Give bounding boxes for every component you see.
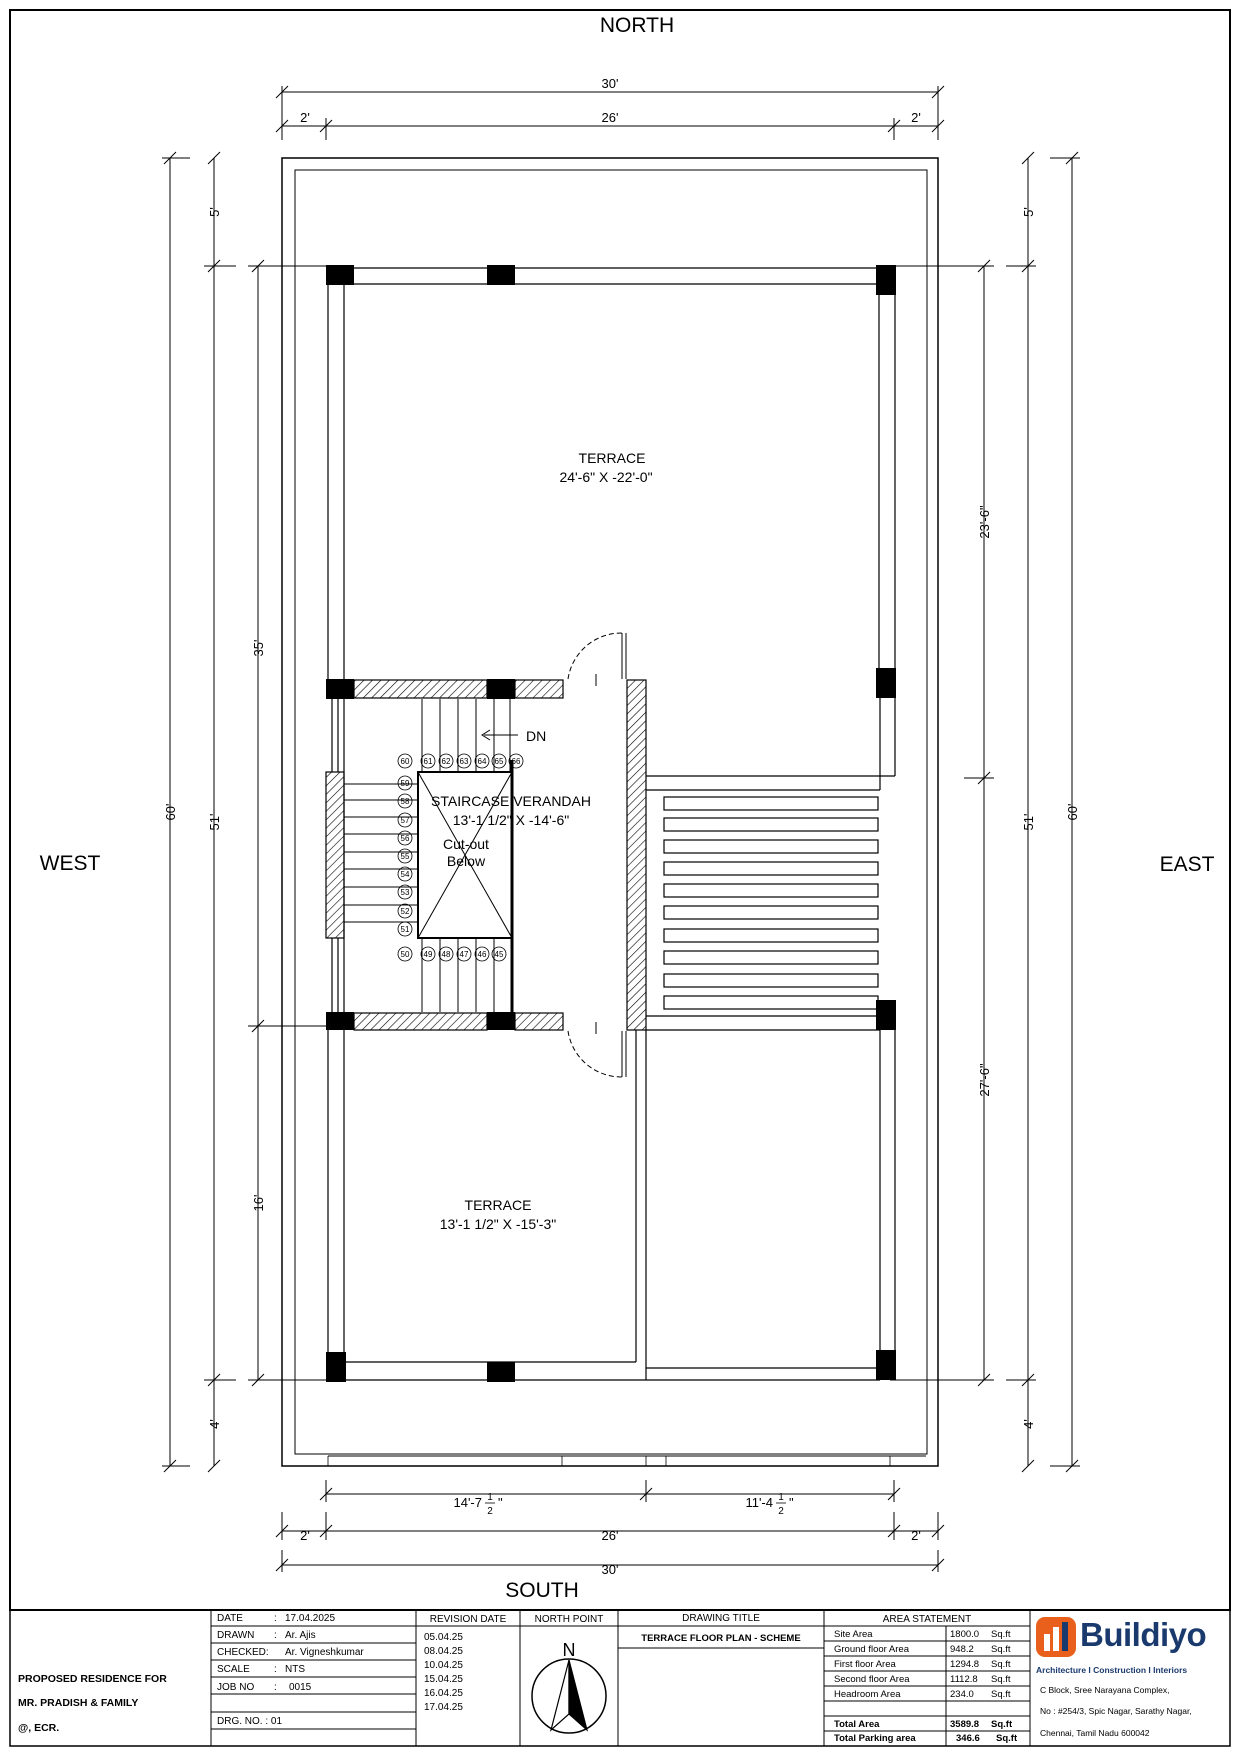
area-row-unit: Sq.ft (991, 1629, 1011, 1640)
scale-label: SCALE (217, 1664, 250, 1675)
svg-text:45: 45 (494, 950, 504, 959)
project-location: @, ECR. (18, 1722, 60, 1734)
address-line-2: No : #254/3, Spic Nagar, Sarathy Nagar, (1040, 1706, 1192, 1716)
svg-text:55: 55 (400, 852, 410, 861)
area-row-value: 3589.8 (950, 1719, 980, 1730)
address-line-3: Chennai, Tamil Nadu 600042 (1040, 1728, 1150, 1738)
staircase-doors (568, 633, 626, 1077)
scale-colon: : (274, 1664, 277, 1675)
area-row-unit: Sq.ft (991, 1674, 1011, 1685)
left-top-dim: 5' (207, 207, 222, 217)
svg-text:53: 53 (400, 888, 410, 897)
svg-text:60: 60 (400, 757, 410, 766)
verandah-size: 13'-1 1/2" X -14'-6" (452, 812, 570, 828)
buildiyo-logo-icon (1036, 1617, 1076, 1657)
bottom-mid-dim: 26' (601, 1528, 619, 1543)
cutout-label: Cut-out (443, 836, 489, 852)
area-row-value: 1112.8 (950, 1674, 978, 1685)
svg-text:65: 65 (494, 757, 504, 766)
checked-label: CHECKED: (217, 1647, 269, 1658)
area-row-value: 346.6 (956, 1733, 980, 1744)
revision-date-3: 10.04.25 (424, 1660, 463, 1671)
right-mid-dim: 51' (1021, 813, 1036, 831)
area-row-unit: Sq.ft (991, 1689, 1011, 1700)
area-row-unit: Sq.ft (991, 1644, 1011, 1655)
bottom-left-frac-num: 1 (487, 1492, 493, 1503)
right-bottom-dim: 4' (1021, 1419, 1036, 1429)
svg-text:54: 54 (400, 870, 410, 879)
top-right-dim: 2' (911, 110, 921, 125)
area-row-value: 1800.0 (950, 1629, 980, 1640)
area-row-unit: Sq.ft (996, 1733, 1018, 1744)
svg-text:46: 46 (477, 950, 487, 959)
north-label: NORTH (599, 14, 675, 37)
area-row-label: Total Area (834, 1719, 880, 1730)
area-row-label: Site Area (834, 1629, 873, 1640)
svg-text:56: 56 (400, 834, 410, 843)
left-dimension-lines (162, 152, 326, 1472)
revision-date-4: 15.04.25 (424, 1674, 463, 1685)
date-value: 17.04.2025 (285, 1613, 336, 1624)
svg-text:": " (498, 1495, 503, 1510)
left-upper-dim: 35' (251, 639, 266, 657)
date-label: DATE (217, 1613, 243, 1624)
north-point-compass (532, 1659, 606, 1733)
job-number-colon: : (274, 1682, 277, 1693)
staircase-steps (344, 699, 518, 1012)
bottom-left-part-dim: 14'-7 (453, 1495, 482, 1510)
svg-text:61: 61 (423, 757, 433, 766)
job-number-value: 0015 (289, 1682, 312, 1693)
area-row-value: 234.0 (950, 1689, 974, 1700)
bottom-right-frac-den: 2 (778, 1506, 784, 1517)
top-left-dim: 2' (300, 110, 310, 125)
drawn-value: Ar. Ajis (285, 1630, 316, 1641)
terrace-top-size: 24'-6" X -22'-0" (559, 469, 653, 485)
revision-date-2: 08.04.25 (424, 1646, 463, 1657)
bottom-total-dim: 30' (601, 1562, 619, 1577)
right-upper-dim: 23'-6" (977, 505, 992, 539)
svg-text:59: 59 (400, 779, 410, 788)
svg-text:50: 50 (400, 950, 410, 959)
svg-text:48: 48 (441, 950, 451, 959)
area-row-value: 948.2 (950, 1644, 974, 1655)
north-point-header: NORTH POINT (534, 1614, 604, 1625)
boundary-gate-marks (328, 1456, 890, 1466)
north-point-letter: N (562, 1640, 576, 1660)
svg-text:47: 47 (459, 950, 469, 959)
revision-date-5: 16.04.25 (424, 1688, 463, 1699)
brand-tagline: Architecture I Construction I Interiors (1036, 1665, 1188, 1675)
south-label: SOUTH (505, 1579, 579, 1602)
svg-text:51: 51 (400, 925, 410, 934)
drawn-colon: : (274, 1630, 277, 1641)
area-row-label: First floor Area (834, 1659, 896, 1670)
parapet-line (295, 170, 927, 1454)
plot-boundary (282, 158, 938, 1466)
address-line-1: C Block, Sree Narayana Complex, (1040, 1685, 1170, 1695)
terrace-bottom-size: 13'-1 1/2" X -15'-3" (439, 1216, 557, 1232)
revision-date-6: 17.04.25 (424, 1702, 463, 1713)
scale-value: NTS (285, 1664, 305, 1675)
area-row-label: Total Parking area (834, 1733, 916, 1744)
right-dimension-lines (890, 152, 1080, 1472)
drawing-title: TERRACE FLOOR PLAN - SCHEME (641, 1633, 801, 1644)
drawing-title-header: DRAWING TITLE (682, 1613, 760, 1624)
svg-text:64: 64 (477, 757, 487, 766)
bottom-right-frac-num: 1 (778, 1492, 784, 1503)
bottom-left-frac-den: 2 (487, 1506, 493, 1517)
svg-text:57: 57 (400, 816, 410, 825)
dn-arrow-label: DN (526, 728, 547, 744)
right-lower-dim: 27'-6" (977, 1063, 992, 1097)
west-label: WEST (39, 852, 101, 875)
cutout-below-label: Below (446, 853, 486, 869)
svg-text:63: 63 (459, 757, 469, 766)
area-row-unit: Sq.ft (991, 1659, 1011, 1670)
solar-panel-slats (664, 797, 878, 1009)
bottom-right-part-dim: 11'-4 (745, 1495, 773, 1510)
svg-text:52: 52 (400, 907, 410, 916)
svg-text:": " (789, 1495, 794, 1510)
right-outer-dim: 60' (1065, 803, 1080, 821)
svg-text:66: 66 (511, 757, 521, 766)
area-row-label: Second floor Area (834, 1674, 910, 1685)
svg-text:49: 49 (423, 950, 433, 959)
left-lower-dim: 16' (251, 1194, 266, 1212)
sheet-border (10, 10, 1230, 1610)
brand-name: Buildiyo (1080, 1616, 1207, 1653)
svg-text:62: 62 (441, 757, 451, 766)
top-total-dim: 30' (601, 76, 619, 91)
right-top-dim: 5' (1021, 207, 1036, 217)
east-label: EAST (1159, 853, 1215, 876)
bottom-right-dim: 2' (911, 1528, 921, 1543)
revision-date-header: REVISION DATE (429, 1614, 507, 1625)
area-row-label: Headroom Area (834, 1689, 901, 1700)
checked-value: Ar. Vigneshkumar (285, 1647, 364, 1658)
left-mid-dim: 51' (207, 813, 222, 831)
left-bottom-dim: 4' (207, 1419, 222, 1429)
drawing-number: DRG. NO. : 01 (217, 1716, 283, 1727)
top-mid-dim: 26' (601, 110, 619, 125)
project-name-line-2: MR. PRADISH & FAMILY (18, 1697, 139, 1709)
date-colon: : (274, 1613, 277, 1624)
terrace-top-label: TERRACE (578, 450, 646, 466)
project-name-line-1: PROPOSED RESIDENCE FOR (18, 1673, 167, 1685)
area-statement-header: AREA STATEMENT (882, 1614, 972, 1625)
revision-date-1: 05.04.25 (424, 1632, 463, 1643)
drawn-label: DRAWN (217, 1630, 255, 1641)
left-outer-dim: 60' (163, 803, 178, 821)
terrace-bottom-label: TERRACE (464, 1197, 532, 1213)
area-row-label: Ground floor Area (834, 1644, 909, 1655)
bottom-dimension-lines (276, 1480, 944, 1572)
area-row-value: 1294.8 (950, 1659, 980, 1670)
job-number-label: JOB NO (217, 1682, 255, 1693)
parapet-walls (328, 268, 895, 1380)
svg-text:58: 58 (400, 797, 410, 806)
area-row-unit: Sq.ft (991, 1719, 1013, 1730)
verandah-label: STAIRCASE VERANDAH (431, 793, 591, 809)
bottom-left-dim: 2' (300, 1528, 310, 1543)
